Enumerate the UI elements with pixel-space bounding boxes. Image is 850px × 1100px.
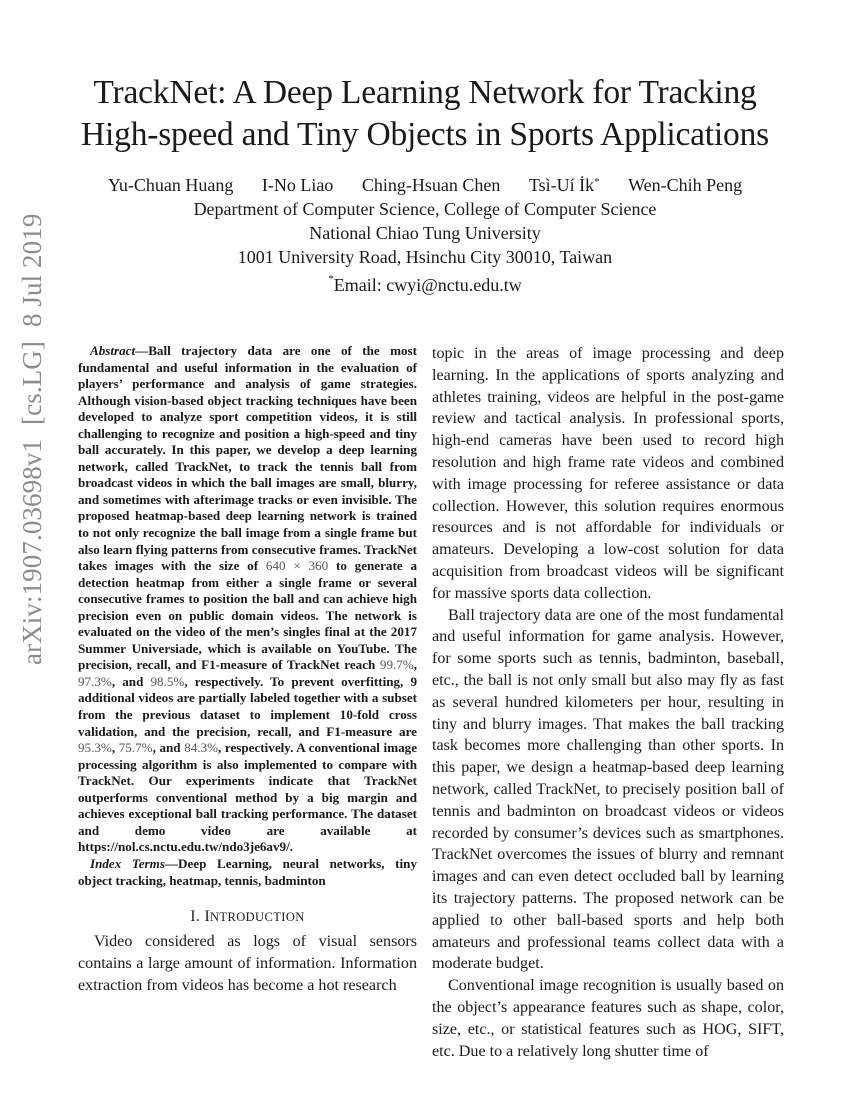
section-title-initial: I: [204, 908, 210, 926]
author: [108, 175, 233, 195]
author-name: Yu-Chuan Huang: [107, 175, 234, 195]
affiliation-department: Department of Computer Science, College of Computer Science: [193, 199, 657, 219]
affiliation-university: National Chiao Tung University: [309, 223, 541, 243]
abstract-text: to generate a detection heatmap from either a single frame or several consecutive frames to position the ball and can achieve high precision even on public domain videos. The network is evaluated on the video of the men’s singles final at the 2017 Summer Universiade, which is available on YouTube. The precision, recall, and F1-measure of TrackNet reach: [78, 558, 417, 673]
author-list: [0, 174, 850, 196]
paper-title: [0, 72, 850, 156]
author: [628, 175, 742, 195]
abstract-dash: —: [135, 343, 149, 358]
affiliation-address: 1001 University Road, Hsinchu City 30010, Taiwan: [237, 247, 613, 267]
arxiv-category: [cs.LG]: [17, 341, 47, 425]
arxiv-id: arXiv:1907.03698v1: [17, 438, 47, 665]
author-name: Ching-Hsuan Chen: [361, 175, 501, 195]
intro-paragraph-1-continued: topic in the areas of image processing and deep learning. In the applications of sports analyzing and athletes training, videos are helpful in the post-game review and tactical analysis. In professional sports, high-end cameras have been used to record high resolution and high frame rate videos and combined with image processing for referee assistance or data collection. However, this solution requires enormous resources and is not affordable for individuals or amateurs. Developing a low-cost solution for data acquisition from broadcast videos will be significant for massive sports data collection.: [432, 345, 784, 602]
affiliation-email: [0, 270, 850, 296]
title-line-1: TrackNet: A Deep Learning Network for Tracking: [93, 74, 757, 111]
metric-recall-cv: 75.7%: [118, 740, 153, 756]
separator: , and: [111, 673, 151, 689]
metric-precision: 99.7%: [379, 657, 414, 673]
arxiv-date: 8 Jul 2019: [17, 213, 47, 328]
metric-f1-cv: 84.3%: [184, 740, 219, 756]
index-terms-dash: —: [164, 855, 179, 871]
right-column: [432, 343, 784, 1062]
abstract-image-size: 640 × 360: [265, 558, 329, 574]
section-number: I.: [190, 908, 205, 926]
intro-paragraph-3: Conventional image recognition is usually based on the object’s appearance features such as shape, color, size, etc., or statistical features such as HOG, SIFT, etc. Due to a relatively long shutter time of: [432, 977, 784, 1060]
title-line-2: High-speed and Tiny Objects in Sports Applications: [81, 116, 769, 153]
author-name: I-No Liao: [261, 175, 334, 195]
section-heading-introduction: [78, 908, 417, 926]
corresponding-author-mark: *: [594, 176, 600, 188]
metric-recall: 97.3%: [78, 673, 112, 689]
index-terms-label: Index Terms: [90, 855, 165, 871]
abstract-text: Ball trajectory data are one of the most fundamental and useful information in the evaluation of players’ performance and analysis of game strategies. Although vision-based object tracking techniques have been developed to analyze sport competition videos, it is still challenging to recognize and position a high-speed and tiny ball accurately. In this paper, we develop a deep learning network, called TrackNet, to track the tennis ball from broadcast videos in which the ball images are small, blurry, and sometimes with afterimage tracks or even invisible. The proposed heatmap-based deep learning network is trained to not only recognize the ball image from a single frame but also learn flying patterns from consecutive frames. TrackNet takes images with the size of: [78, 343, 417, 574]
separator: , and: [152, 740, 185, 756]
intro-paragraph-2: Ball trajectory data are one of the most fundamental and useful information for game analysis. However, for some sports such as tennis, badminton, baseball, etc., the ball is not only small but also may fly as fast as several hundred kilometers per hour, resulting in tiny and blurry images. That makes the ball tracking task becomes more challenging than other sports. In this paper, we design a heatmap-based deep learning network, called TrackNet, to precisely position ball of tennis and badminton on broadcast videos or videos recorded by consumer’s devices such as smartphones. TrackNet overcomes the issues of blurry and remnant images and can even detect occluded ball by learning its trajectory patterns. The proposed network can be applied to other ball-based sports and help both amateurs and professional teams collect data with a moderate budget.: [432, 606, 784, 973]
separator: ,: [111, 740, 119, 756]
abstract-label: Abstract: [90, 343, 136, 358]
email-text: Email: cwyi@nctu.edu.tw: [333, 275, 522, 295]
author: [262, 175, 333, 195]
email-mark: *: [328, 273, 334, 285]
abstract: [78, 343, 417, 856]
abstract-text: , respectively. To prevent overfitting, 9 additional videos are partially labeled together with a subset from the previous dataset to implement 10-fold cross validation, and the precision, recall, and F1-measure are: [78, 673, 418, 739]
author-name: Wen-Chih Peng: [628, 175, 743, 195]
index-terms-text: Deep Learning, neural networks, tiny object tracking, heatmap, tennis, badminton: [78, 855, 418, 888]
arxiv-stamp: [17, 200, 48, 665]
author-name: Tsì-Uí İk: [528, 175, 595, 195]
section-title-rest: NTRODUCTION: [210, 910, 305, 925]
abstract-text: , respectively. A conventional image processing algorithm is also implemented to compare with TrackNet. Our experiments indicate that TrackNet outperforms conventional method by a big margin and achieves exceptional ball tracking performance. The dataset and demo video are available at https://nol.cs.nctu.edu.tw/ndo3je6av9/.: [78, 740, 418, 855]
author: [362, 175, 501, 195]
metric-precision-cv: 95.3%: [78, 740, 112, 756]
left-column: [78, 343, 417, 997]
intro-paragraph-1-start: Video considered as logs of visual sensors contains a large amount of information. Information extraction from videos has become a hot research: [78, 933, 417, 994]
index-terms: [78, 856, 417, 889]
separator: ,: [413, 657, 417, 673]
author: [529, 175, 600, 195]
metric-f1: 98.5%: [150, 673, 185, 689]
